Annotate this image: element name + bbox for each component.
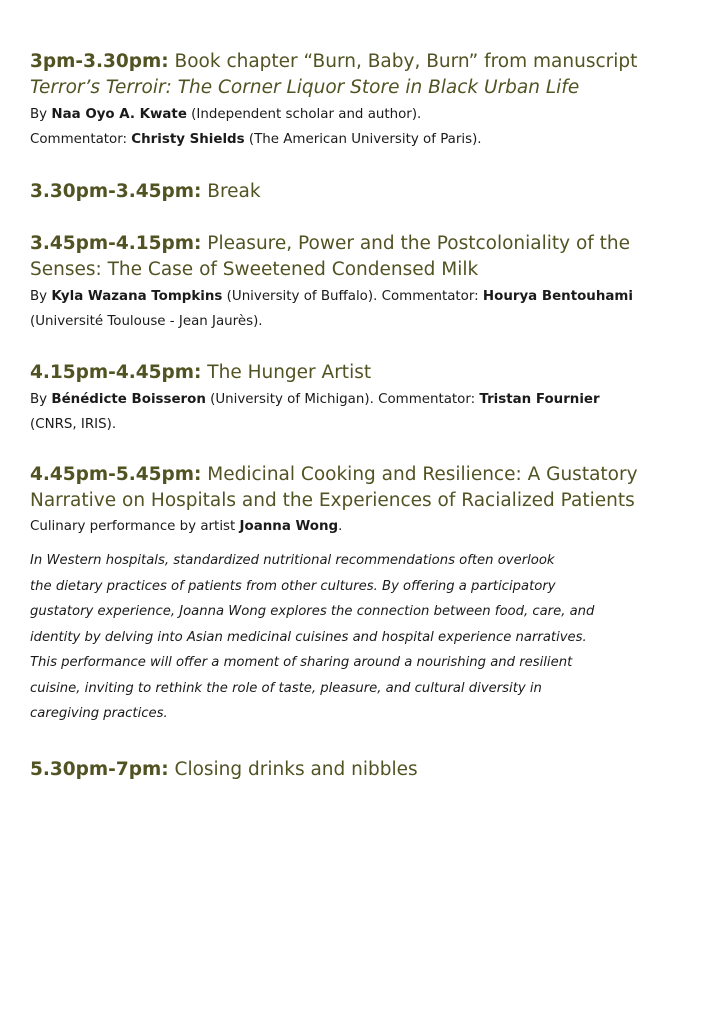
session-heading (30, 49, 700, 75)
speaker-name: Naa Oyo A. Kwate (51, 107, 187, 122)
session-subtitle: Terror’s Terroir: The Corner Liquor Store in Black Urban Life (30, 77, 580, 98)
commentator-affiliation: (The American University of Paris). (244, 132, 482, 147)
session-title-line2: Narrative on Hospitals and the Experiences of Racialized Patients (30, 490, 635, 511)
session-title: Closing drinks and nibbles (168, 759, 418, 780)
speaker-prefix: By (30, 392, 52, 407)
session-time: 3.45pm-4.15pm: (30, 233, 202, 254)
session-break (30, 179, 700, 205)
speaker-line (30, 387, 700, 412)
speaker-prefix: By (30, 107, 52, 122)
session-heading (30, 360, 700, 386)
session-time: 4.15pm-4.45pm: (30, 362, 202, 383)
description-line: caregiving practices. (30, 706, 168, 721)
session-book-chapter (30, 49, 700, 152)
session-title: Break (201, 181, 261, 202)
speaker-affiliation: (Independent scholar and author). (186, 107, 422, 122)
performance-description (30, 548, 700, 727)
session-hunger-artist (30, 360, 700, 437)
performer-line (30, 514, 700, 539)
session-title: Medicinal Cooking and Resilience: A Gustatory (201, 464, 638, 485)
session-title: Book chapter “Burn, Baby, Burn” from manuscript (168, 51, 638, 72)
session-time: 3.30pm-3.45pm: (30, 181, 202, 202)
description-line: This performance will offer a moment of sharing around a nourishing and resilient (30, 655, 573, 670)
session-time: 3pm-3.30pm: (30, 51, 169, 72)
session-closing-drinks (30, 757, 700, 783)
session-condensed-milk (30, 231, 700, 334)
description-line: gustatory experience, Joanna Wong explores the connection between food, care, and (30, 604, 595, 619)
session-subtitle-line (30, 75, 700, 101)
session-heading (30, 179, 700, 205)
session-title: Pleasure, Power and the Postcoloniality of the (201, 233, 631, 254)
session-time: 5.30pm-7pm: (30, 759, 169, 780)
description-line: identity by delving into Asian medicinal cuisines and hospital experience narratives. (30, 629, 587, 645)
session-heading (30, 757, 700, 783)
commentator-name: Hourya Bentouhami (482, 289, 633, 304)
commentator-name: Christy Shields (131, 132, 245, 147)
commentator-affiliation: (CNRS, IRIS). (30, 417, 117, 432)
performer-name: Joanna Wong (239, 519, 339, 534)
description-line: cuisine, inviting to rethink the role of taste, pleasure, and cultural diversity in (30, 680, 542, 696)
description-line: In Western hospitals, standardized nutritional recommendations often overlook (30, 553, 555, 568)
commentator-line (30, 127, 700, 152)
session-heading (30, 462, 700, 488)
commentator-prefix: Commentator: (30, 132, 132, 147)
speaker-prefix: By (30, 289, 52, 304)
commentator-name: Tristan Fournier (479, 392, 600, 407)
session-title: The Hunger Artist (201, 362, 372, 383)
speaker-line (30, 284, 700, 309)
session-time: 4.45pm-5.45pm: (30, 464, 202, 485)
speaker-name: Kyla Wazana Tompkins (51, 289, 223, 304)
performer-prefix: Culinary performance by artist (30, 519, 240, 534)
description-line: the dietary practices of patients from other cultures. By offering a participatory (30, 578, 556, 594)
session-title-line2: Senses: The Case of Sweetened Condensed Milk (30, 259, 479, 280)
speaker-affiliation: (University of Michigan). Commentator: (205, 392, 480, 407)
session-medicinal-cooking (30, 462, 700, 727)
performer-suffix: . (338, 519, 343, 534)
commentator-affiliation: (Université Toulouse - Jean Jaurès). (30, 314, 263, 329)
speaker-line (30, 102, 700, 127)
session-heading (30, 231, 700, 257)
speaker-affiliation: (University of Buffalo). Commentator: (222, 289, 483, 304)
speaker-name: Bénédicte Boisseron (51, 392, 206, 407)
